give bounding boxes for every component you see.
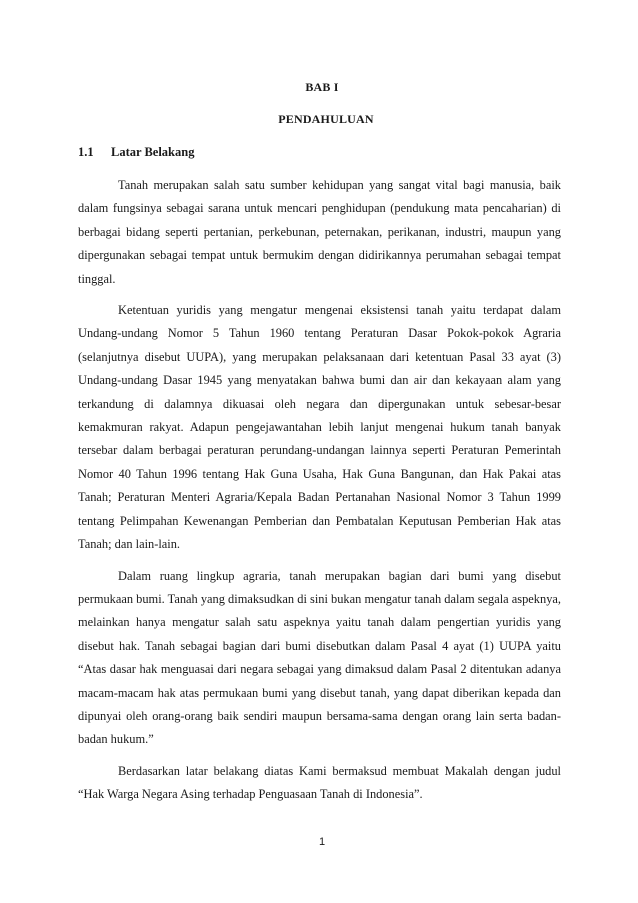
chapter-title: PENDAHULUAN <box>278 112 374 126</box>
paragraph-4: Berdasarkan latar belakang diatas Kami bermaksud membuat Makalah dengan judul “Hak Warga Negara Asing terhadap Penguasaan Tanah di Indonesia”. <box>78 763 561 802</box>
chapter-number: BAB I <box>305 80 339 94</box>
section-title: Latar Belakang <box>111 145 195 159</box>
paragraph-2: Ketentuan yuridis yang mengatur mengenai eksistensi tanah yaitu terdapat dalam Undang-undang Nomor 5 Tahun 1960 tentang Peraturan Dasar Pokok-pokok Agraria (selanjutnya disebut UUPA), yang merupakan pelaksanaan dari ketentuan Pasal 33 ayat (3) Undang-undang Dasar 1945 yang menyatakan bahwa bumi dan air dan kekayaan alam yang terkandung di dalamnya dikuasai oleh negara dan dipergunakan untuk sebesar-besar kemakmuran rakyat. Adapun pengejawantahan lebih lanjut mengenai hukum tanah banyak tersebar dalam berbagai peraturan perundang-undangan lainnya seperti Peraturan Pemerintah Nomor 40 Tahun 1996 tentang Hak Guna Usaha, Hak Guna Bangunan, dan Hak Pakai atas Tanah; Peraturan Menteri Agraria/Kepala Badan Pertanahan Nasional Nomor 3 Tahun 1999 tentang Pelimpahan Kewenangan Pemberian dan Pembatalan Keputusan Pemberian Hak atas Tanah; dan lain-lain. <box>78 303 561 552</box>
body-text <box>78 174 561 815</box>
page-number: 1 <box>318 836 326 848</box>
paragraph-3: Dalam ruang lingkup agraria, tanah merupakan bagian dari bumi yang disebut permukaan bumi. Tanah yang dimaksudkan di sini bukan mengatur tanah dalam segala aspeknya, melainkan hanya mengatur salah satu aspeknya yaitu tanah dalam pengertian yuridis yang disebut hak. Tanah sebagai bagian dari bumi disebutkan dalam Pasal 4 ayat (1) UUPA yaitu “Atas dasar hak menguasai dari negara sebagai yang dimaksud dalam Pasal 2 ditentukan adanya macam-macam hak atas permukaan bumi yang disebut tanah, yang dapat diberikan kepada dan dipunyai oleh orang-orang baik sendiri maupun bersama-sama dengan orang lain serta badan-badan hukum.” <box>78 568 561 747</box>
section-number: 1.1 <box>78 145 94 159</box>
paragraph-1: Tanah merupakan salah satu sumber kehidupan yang sangat vital bagi manusia, baik dalam fungsinya sebagai sarana untuk mencari penghidupan (pendukung mata pencaharian) di berbagai bidang seperti pertanian, perkebunan, peternakan, perikanan, industri, maupun yang dipergunakan sebagai tempat untuk bermukim dengan didirikannya perumahan sebagai tempat tinggal. <box>78 178 561 286</box>
section-heading <box>78 145 194 160</box>
